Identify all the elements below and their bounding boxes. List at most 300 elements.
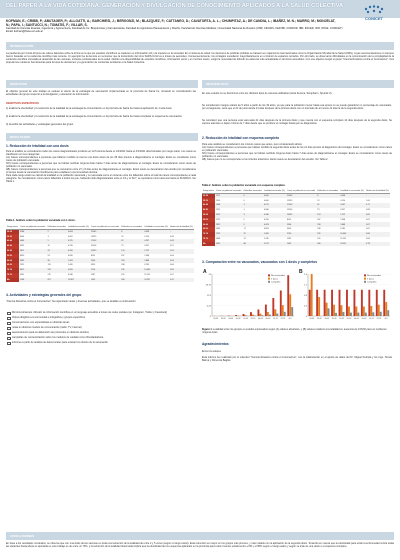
table-cell: 0.000 [263,194,286,199]
table-cell: 124 [120,249,143,254]
table-cell: 2120 [286,232,316,237]
x-tick-label: 55-59 [346,318,352,320]
table-cell: 0.893 [263,228,269,231]
table-cell: 37 [243,238,246,241]
metodologia-p2: Se consideraron rangos etarios de 5 años a partir de los 30 años, ya que para la población menor hasta esa época no se puede garantizar un porcentaje de vacunados, por consiguiente, sería que el 21 de junio desde 21 días después de la primera dosis con un intervalo de al menos 21 días la de la segunda dosis. [202,104,392,111]
table-cell: 8 [120,230,143,235]
legend-swatch [268,278,270,280]
table-cell: 340 [120,278,143,283]
list-item: Micromovimientos: difusión de información científica en un lenguaje accesible a través de redes sociales (en Instagram, Twitter y Facebook) [6,310,196,315]
x-tick-label: 40-44 [324,318,329,320]
table-cell: 13104 [287,209,293,212]
table-cell: 3.868 [339,222,365,227]
table-cell: 0.239 [67,245,73,248]
y-tick-label: 18.75 [205,284,211,287]
table-cell: 248 [121,264,125,267]
x-tick-label: 35-39 [316,318,322,320]
table-cell: - [169,230,194,235]
table2-caption [202,184,392,187]
x-tick-label: 60-64 [354,318,359,320]
x-tick-label: 80+ [288,318,292,320]
table-cell: 29 [47,249,67,254]
table-cell: 17002 [90,239,120,244]
poster-header [0,0,400,40]
legend-swatch [268,281,270,283]
bar [274,309,276,316]
bar [339,290,341,316]
table-cell: 24.251 [339,242,365,247]
table-cell: 23 [121,235,124,238]
table-cell: 2.420 [67,264,73,267]
table-cell: 73 [121,245,124,248]
table-cell: 65-69 [6,263,19,268]
x-tick-label: 80+ [384,318,388,320]
table-cell: 1.212 [339,213,365,218]
table-cell: 187 [121,254,125,257]
table-cell: 17 [243,228,246,231]
metodologia-heading: METODOLOGÍA [202,80,394,88]
table-cell: 0.038 [143,230,169,235]
bar [353,290,355,316]
poster-title: DEL PAPER A LA VIDA COTIDIANA. GENERACIÓN Y DIVULGACIÓN DE CONOCIMIENTO APLICADOS A LA SALUD COLECTIVA [6,3,344,9]
table-cell: 1287 [287,238,292,241]
bar [243,314,245,316]
objetivos-text: El objetivo general de este trabajo es evaluar el efecto de la estrategia de vacunación implementada en la provincia de Santa Fe, tomando en consideración las actividades del grupo respecto a la divulgación y educación de información. [6,90,196,97]
table-header-cell: Casos en población no vacunada [91,226,119,229]
conclusiones-heading: CONCLUSIONES [6,532,394,540]
table-cell: 15.152 [144,274,151,277]
table-cell: 1.212 [143,249,169,254]
chart-panel-label: A [203,269,207,275]
table-cell: 0.066 [263,209,269,212]
table-cell: 6420 [19,254,25,257]
y-tick-label: 0.8 [303,294,307,297]
legend-label: 1 dosis [271,278,278,281]
x-tick-label: 30-34 [309,318,315,320]
list-item: informes a partir de análisis de datos locales para evaluar los efectos de la vacunación [6,340,196,345]
table-header-cell: Letalidad no vacunados (%) [144,226,168,229]
table-cell: - [365,194,390,199]
table-cell: 0.125 [67,239,90,244]
table-cell: 0.120 [144,235,150,238]
table-cell: 8101 [287,218,292,221]
table-cell: 10235 [286,213,316,218]
bar [287,275,289,316]
table-cell: 35-39 [6,234,19,239]
x-tick-label: 45-49 [235,318,241,320]
table-cell: 2 [47,230,67,235]
table-cell: 0.64 [170,264,174,267]
bar [324,290,326,316]
bar [316,290,318,316]
metodologia-p3: Se consideró que una persona está vacunada 21 días después de la primera dosis y que cuenta con el esquema completo 14 días después de la segunda dosis. Se supone además un lapso mínimo de 7 días desde que se produce el contagio hasta que se diagnostica. [202,119,392,126]
table-cell: 226 [316,232,339,237]
x-tick-label: 75-79 [280,318,286,320]
legend-swatch [364,281,366,283]
table-cell: 0.64 [169,258,194,263]
result-4-intro: "Ciencia Rosarina contra el Coronavirus" ha organizado varias y diversas actividades, que se detallan a continuación: [6,300,137,303]
table-cell: 98 [47,258,67,263]
table2-caption-text: Tabla 2. Análisis sobre la población vacunada con esquema completo. [202,184,286,187]
table-cell: 21045 [90,230,120,235]
table-cell: 8101 [91,254,96,257]
legend-label: 1 dosis [367,278,374,281]
table-cell: 50-54 [6,249,19,254]
intro-text: La pandemia por Covid-19 puso de relieve falencias sobre la forma en la que los estudios científicos se traducen en información útil y de impacto en la sociedad. En el sistema de salud, los decisores de políticas públicas se basaron en organismos internacionales como la Organización Mundial de la Salud (OMS), cuyas recomendaciones no siempre fueron basadas en la evidencia científica más reciente. Un ejemplo fue la demora en reconocer que la transmisión del virus SARS-CoV2 es a través de aerosoles. Consecuentemente, los contagios sucedieron mayoritariamente en el interior de espacios cerrados. Por otro lado, se observaron dificultades en la comunicación de la complejidad de la evidencia científica vinculada al desarrollo de las vacunas, inclusive profesionales de la salud. Debido a la disponibilidad de estudios científicos, información veraz y en muchos casos, surgió la necesidad de difundir la evidencia más actualizada en términos accesibles. Con ese objetivo surgió el grupo "Ciencia Rosarina contra el Coronavirus". Nos propusimos mantener herramientas para la toma de decisiones y la generación de conductas tendientes a la Salud Colectiva. [6,52,394,65]
table-cell: 1702 [215,232,243,237]
intro-heading: INTRODUCCIÓN [6,42,394,50]
table-cell: 75-79 [6,273,19,278]
table-cell: 0.86 [365,232,390,237]
table-cell: 4008 [19,239,47,244]
table-cell: 5946 [90,258,120,263]
table-cell: 0.087 [67,235,73,238]
table-cell: 1.00 [366,199,370,202]
bar [267,312,269,316]
authors: KOFMAN, E.; CRIBB, P.; ABUTAGER, P.; ALLOATTI, A.; BARCHIESI, J.; BERGONZI, M.; BLAZQUEZ, F.; CATTANEO, D.; CAVATORTA, A. L.; CHUMPITAZ, A.; DE CANDIA, L.; IBAÑEZ, M. N.; MARRO, M.; MONJELAT, N.; PAPA, I.; SANTUCCI, N.; TOMATIS, F.; VILLAR, S. [6,19,336,27]
table-cell: 30-34 [202,194,215,199]
table-cell: 40-44 [6,239,19,244]
table-cell: 0.493 [263,222,286,227]
legend-label: No vacunados [367,275,381,278]
table-header-cell: Letalidad vacunados (%) [67,226,89,229]
table-cell: 0.499 [67,249,90,254]
affiliation [6,27,394,33]
result-3-heading: 3. Comparación entre no vacunados, vacunados con 1 dosis y completos [202,260,318,264]
table-cell: 0.47 [169,278,194,283]
table-cell: 2.308 [340,218,346,221]
table-header-cell: Fallecidos no vacunados [317,190,339,193]
bar [257,309,259,316]
table-cell: 0.87 [365,222,390,227]
list-item: conversaciones con especialistas en distintas áreas [6,320,196,325]
table-cell: 1512 [215,209,221,212]
table-header-cell: Rango etario [7,226,18,229]
bar [309,290,311,316]
table-cell: 340 [316,242,339,247]
table-cell: 9 [243,222,263,227]
x-tick-label: 35-39 [220,318,226,320]
table-cell: 5 [243,218,245,221]
table-cell: 5108 [19,278,47,283]
table-cell: 23 [317,199,320,202]
result-1-heading: 1. Reducción de letalidad con una dosis [6,144,69,148]
bar [235,315,237,316]
bar [363,307,365,316]
table-cell: 12 [47,245,50,248]
table-cell: 8 [316,194,339,199]
bar [350,313,352,316]
bar [261,315,263,316]
table-header-cell: Casos en población no vacunada [287,190,315,193]
table-cell: 73 [317,209,320,212]
x-tick-label: 75-79 [376,318,382,320]
agradecimientos-heading: Agradecimientos [202,342,229,346]
bar [331,290,333,316]
table-cell: 230 [120,258,143,263]
objetivo-2: 2) analizar la efectividad y la reducción de la letalidad de la estrategia de inmunización en la provincia de Santa Fe hasta completar el esquema de vacunación. [6,115,183,118]
x-tick-label: 45-49 [331,318,337,320]
table-cell: 275 [47,274,51,277]
table-cell: 1498 [215,238,221,241]
list-item: campañas de concientización sobre los modelos de cuidado como #Cuidadoahora [6,335,196,340]
table-cell: 0.57 [170,274,174,277]
table-cell: 1287 [91,274,96,277]
table-cell: 6.785 [340,228,346,231]
figure1-label: Figura 1. [202,328,213,331]
table-cell: 65-69 [202,227,215,232]
x-tick-label: 55-59 [250,318,256,320]
objetivo-1: 1) analizar la efectividad y la reducción de la letalidad de la estrategia de inmunización en la provincia de Santa Fe hasta la aplicación de 1 sola dosis. [6,107,173,110]
result-4-heading: 4. Actividades y estrategias generales del grupo [6,293,82,297]
table-cell: 6985 [19,258,47,263]
legend-label: No vacunados [271,275,285,278]
table-cell: 1615 [215,213,243,218]
bar [280,290,282,316]
table-cell: 1655 [215,242,243,247]
table-cell: 1 [243,203,263,208]
table-cell: 55-59 [6,254,19,259]
bar [318,297,320,316]
bar [250,312,252,316]
bar [245,315,247,316]
table-cell: 3 [47,235,49,238]
table-cell: 124 [316,213,339,218]
table-cell: 13104 [91,245,97,248]
bar [376,290,378,316]
table-header-cell: Letalidad vacunados (%) [263,190,285,193]
objetivos-especificos-label: OBJETIVOS ESPECÍFICOS [6,102,40,105]
email: Email: kofman@fceia.unr.edu.ar [6,30,43,34]
table-cell: 657 [47,278,67,283]
table-cell: 0.59 [169,249,194,254]
table-cell: 60-64 [6,258,19,263]
table-cell: 5 [47,239,67,244]
table-cell: 12.862 [67,278,90,283]
table-cell: 5946 [286,222,316,227]
table-cell: 70-74 [202,232,215,237]
table-cell: 1.403 [67,258,90,263]
table-cell: 1 [243,209,245,212]
table-cell: 6012 [19,268,47,273]
table-cell: 25 [243,232,263,237]
chart-b [298,268,392,326]
x-tick-label: 70-74 [369,318,374,320]
table-cell: 0.85 [365,213,390,218]
table-cell: 88 [243,242,263,247]
table-cell: 3655 [287,228,292,231]
table-cell: 0.038 [339,194,365,199]
chart-a [202,268,296,326]
table-cell: 1310 [215,199,221,202]
table-cell: 0 [243,199,245,202]
table-cell: 230 [316,222,339,227]
table-cell: 53 [47,254,50,257]
bar [372,312,374,316]
bar [333,305,335,316]
chart-panel-label: B [299,269,303,275]
x-tick-label: 65-69 [361,318,367,320]
table-cell: 1825 [215,222,243,227]
bar [291,307,293,316]
bar [365,313,367,316]
table-cell: 10.660 [143,268,169,273]
table-cell: 0.063 [67,230,90,235]
bar [357,313,359,316]
table-header-cell: Fallecidos vacunados [47,226,66,229]
bar [328,308,330,316]
table-cell: 170 [47,264,51,267]
table-cell: 19235 [91,235,97,238]
bar [355,307,357,316]
table-cell: 42 [120,239,143,244]
table-cell: 0.62 [169,268,194,273]
bar [341,305,343,316]
table-cell: 3188 [19,230,47,235]
conclusiones-text: En base a los resultados mostrados, se observa que con una dosis de las vacunas en toda una reducción de la letalidad de entre 2 y 5 veces (según el rango etario). Esta reducción es mayor en los grupos más jóvenes, y más notable con la aplicación de la segunda dosis. Teniendo en cuenta que la efectividad para evitar la enfermedad contra todas las variantes hasta ahora es aportada en este trabajo es de entre un 70%, y la reducción de la letalidad observada implica que la efectividad de los esquemas aplicados en la provincia para evitar muertes estaba entre el 80 y el 95% según el rango etario y según se trate de una dosis o el esquema completo. [6,542,394,549]
table-cell: 0.49 [169,239,194,244]
table-cell: 226 [120,268,143,273]
table-cell: 0.28 [170,235,174,238]
table1-caption-text: Tabla 1. Análisis sobre la población vacunada con 1 dosis. [6,219,76,222]
table-cell: 0.88 [366,209,370,212]
table-header-cell: Reducción de letalidad (%) [366,190,389,193]
table-cell: 3655 [91,264,96,267]
table-header-cell: Letalidad no vacunados (%) [340,190,364,193]
table-cell: 1408 [215,203,243,208]
table-cell: 80+ [6,278,19,283]
table-cell: 55-59 [202,218,215,223]
agradecimientos-text: Esta informe fue realizado por el colectivo "Ciencia Rosarina contra el Coronavirus", con la colaboración en el aporte de datos del Dr. Miguel Pedrola y los Ings. Tomás Baima y Florencia Bagliet. [202,356,392,363]
legend-swatch [364,278,366,280]
table-cell: 42 [316,203,339,208]
bar [348,307,350,316]
x-tick-label: 65-69 [265,318,271,320]
table-cell: 0 [243,194,263,199]
table-cell: 6.785 [144,264,150,267]
figure1-text: Letalidad entre los grupos en estudio expresados según (A) valores absolutos, y (B) valores relativos a la letalidad en ausencia de COVID para no recibieron ninguna dosis. [202,328,387,334]
table-cell: 0.186 [263,213,286,218]
x-tick-label: 50-54 [339,318,344,320]
table-cell: 17002 [286,203,316,208]
bar [335,313,337,316]
bar [326,303,328,316]
bar [368,290,370,316]
bar [252,315,254,316]
table-cell: 248 [317,228,321,231]
table-cell: 0.826 [67,254,73,257]
bar [265,305,267,316]
table-cell: 0.57 [170,245,174,248]
table-cell: 0.87 [366,218,370,221]
table-cell: 40-44 [202,203,215,208]
table-header-cell: Casos en población vacunada [19,226,46,229]
table-row [6,278,194,283]
bar [378,305,380,316]
table-cell: 0.071 [263,203,286,208]
table-cell: 80+ [202,242,215,247]
conicet-logo [354,3,394,23]
y-tick-label: 1.6 [303,273,307,276]
bar [289,294,291,316]
table-cell: 35-39 [202,198,215,203]
table-cell: 187 [317,218,321,221]
table-header-cell: Reducción de letalidad (%) [170,226,193,229]
table-cell: 3456 [19,235,25,238]
table-cell: 60-64 [202,222,215,227]
table-cell: 1402 [90,278,120,283]
legend-swatch [364,274,366,276]
bar [380,312,382,316]
table-cell: 0.557 [340,209,346,212]
table-2 [202,190,390,246]
list-item: asesoramiento para la elaboración de protocolos en distintos ámbitos [6,330,196,335]
table-cell: 195 [317,238,321,241]
table-cell: 3 [243,213,263,218]
table-cell: 4.009 [67,268,90,273]
table-header-cell: Rango etario [203,190,214,193]
table-cell: 3.868 [143,258,169,263]
x-tick-label: 40-44 [228,318,233,320]
table-cell: 50-54 [202,213,215,218]
resultados-heading: RESULTADOS [6,133,198,141]
result-2-text: Para este análisis se consideraron los mismos casos que antes, pero considerando ahora: A1) Casos correspondientes a personas que habían recibido la segunda dosis antes de los 21 días previos al diagnóstico del contagio. Estos se consideraron como casos en población vacunada. NO) Casos correspondientes a personas que no habían recibido ninguna dosis hasta 7 días antes de diagnosticarse el contagio. Estos se consideraron como casos de población no vacunada. AB) Casos que no se corresponden a los criterios anteriores. Estos casos se descartaron del estudio. Ver Tabla 2. [202,143,392,162]
table-cell: 4201 [19,274,25,277]
bar [276,314,278,316]
objetivo-3: 3) describir las actividades y estrategias generales del grupo. [6,123,74,126]
table-cell: 5023 [19,245,25,248]
y-tick-label: 0.4 [303,305,307,308]
y-tick-label: 6.25 [206,305,211,308]
table-cell: 1722 [215,218,221,221]
activities-list [6,310,196,345]
bar [383,290,385,316]
table-1 [6,226,194,282]
table-header-cell: Fallecidos vacunados [243,190,262,193]
y-tick-label: 25 [208,273,211,276]
metodologia-p1: En este estudio no se discriminó entre los distintos tipos de vacunas utilizadas (Astra Zeneca, Sinopharm, Sputnik V). [202,92,333,95]
table-cell: 0.64 [170,254,174,257]
table-cell: 1211 [215,194,243,199]
table-cell: 0.247 [143,239,169,244]
table-cell: 1903 [215,228,221,231]
table-cell: 7025 [19,264,25,267]
table-cell: 0.290 [263,218,269,221]
table-cell: 10.660 [339,232,365,237]
result-1-text: Para el análisis se consideraron todos los casos diagnosticados positivos en la Provincia desde el 1/4/2021 hasta el 3/1/2021 discriminados por rango etario. Los casos se clasificaron en tres categorías: A1) Casos correspondientes a personas que fallaron recibido al menos una dosis antes de los 28 días previos a diagnosticarse el contagio. Estos se consideran como casos de población vacunada. NO) Casos correspondientes a personas que no habían recibido ninguna dosis hasta 7 días antes de diagnosticarse el contagio. Estos se consideraron como casos de población no vacunada. AB) Casos correspondientes a personas que se vacunaron entre 27 y 8 días antes de diagnosticarse el contagio. Estos casos se descartaron del estudio por considerarse el tiempo desde la vacunación insuficiente para establecer una inmunidad efectiva. Para cada rango etario se calculó la letalidad en la población vacunada y no vacunada como el cociente entre los fallecidos sobre el total de casos correspondiente a cada categoría. Se consideraron como casos fallecidos a todos los que, habiendo sido diagnosticados entre el 1/4 y el 31/7, se reportaron como decesos hasta el 31/8/2021. Ver Tabla 1. [6,150,196,184]
table-cell: 241 [47,268,67,273]
result-2-heading: 2. Reducción de letalidad con esquema completo [202,136,280,140]
table-cell: 0.557 [144,245,150,248]
bar [272,298,274,316]
table-cell: 19235 [287,199,293,202]
bar [284,312,286,316]
table-cell: 45-49 [202,208,215,213]
x-tick-label: 60-64 [258,318,263,320]
y-tick-label: 12.5 [206,294,211,297]
table-header-cell: Fallecidos no vacunados [121,226,143,229]
y-tick-label: 0 [209,315,211,318]
bar [370,306,372,316]
table-cell: 2120 [90,268,120,273]
table-row [202,242,390,247]
table-cell: 30-34 [6,230,19,235]
bar [269,315,271,316]
x-tick-label: 50-54 [243,318,248,320]
agradecimientos-sub: Entre los autores [202,350,221,353]
table-cell: 10235 [90,249,120,254]
legend-label: Completo [367,281,377,284]
